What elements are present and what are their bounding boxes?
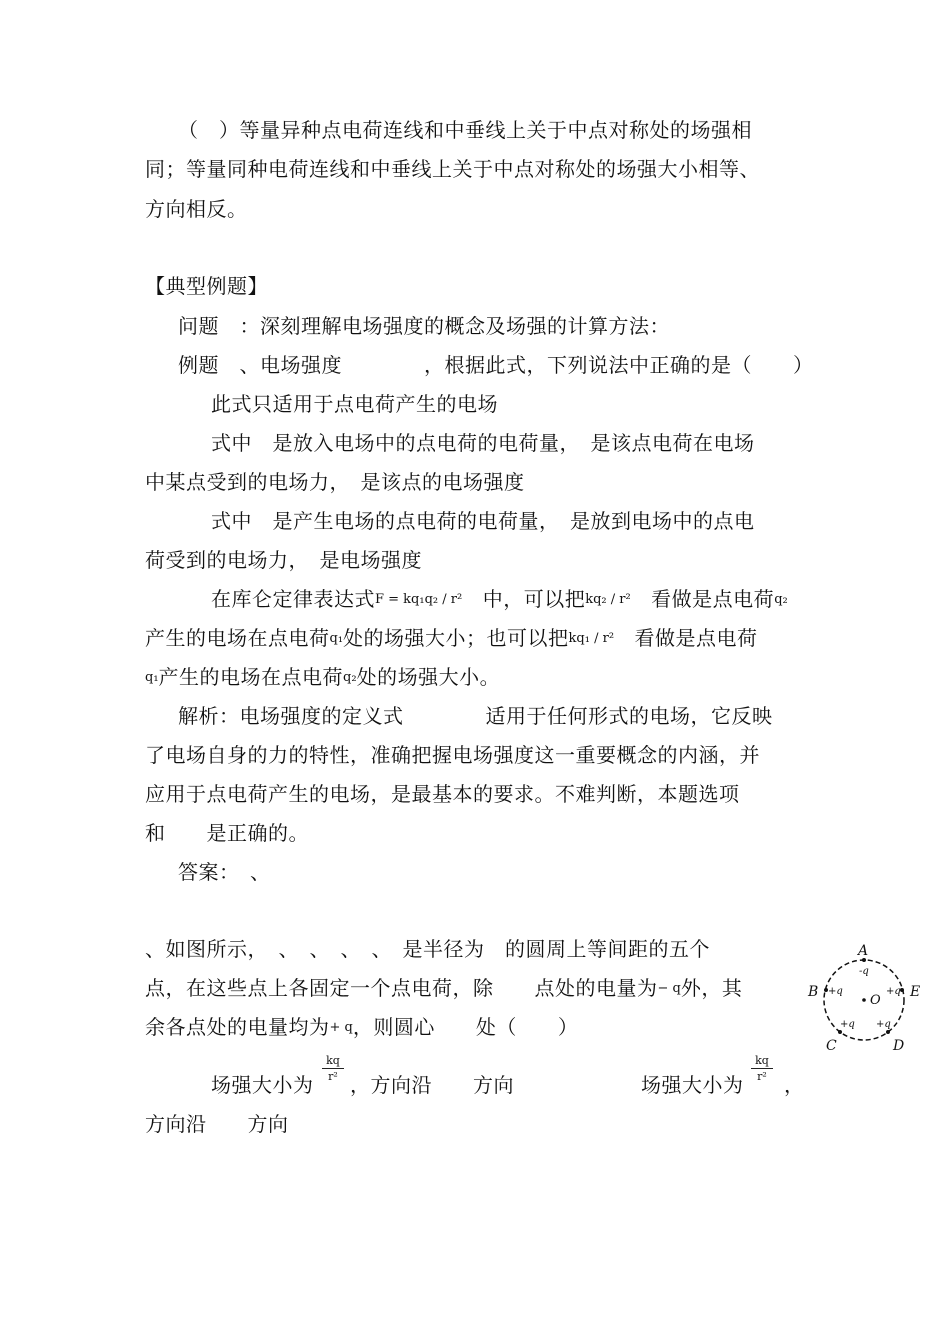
option-4-text-b: 中，可以把 [462,587,586,611]
answer-1: 答案： 、 [178,860,271,884]
option-3-line-2: 荷受到的电场力， 是电场强度 [145,548,422,572]
formula-kq2-over-r2: kq₂ / r² [585,592,631,607]
fraction-bar-b [751,1068,773,1069]
charge-negative-q: − q [657,981,681,996]
option-4-text-e: 处的场强大小；也可以把 [343,626,569,650]
intro-line-3: 方向相反。 [145,197,248,221]
charge-c: +q [840,1019,855,1030]
option-4-line-3 [145,665,500,693]
option-4-text-h: 处的场强大小。 [356,665,501,689]
section-title: 【典型例题】 [145,274,268,298]
label-o: O [870,993,881,1008]
intro-line-1: （ ）等量异种点电荷连线和中垂线上关于中点对称处的场强相 [178,118,752,142]
fraction-numerator-b: kq [755,1054,769,1067]
option-4-text-c: 看做是点电荷 [630,587,775,611]
charge-d: +q [876,1019,891,1030]
label-c: C [826,1038,837,1054]
option-4-line-2 [145,626,758,654]
option-4-text-f: 看做是点电荷 [614,626,758,650]
intro-line-2: 同；等量同种电荷连线和中垂线上关于中点对称处的场强大小相等、 [145,157,760,181]
option-4-text-d: 产生的电场在点电荷 [145,626,330,650]
label-d: D [893,1038,905,1054]
charge-b: +q [828,986,843,997]
label-b: B [808,984,819,1000]
option-4-text-g: 产生的电场在点电荷 [158,665,344,689]
point-c [838,1030,842,1034]
fraction-numerator: kq [326,1054,340,1067]
symbol-q1: q₁ [329,631,344,646]
problem-2-text-d: ，则圆心 处（ ） [352,1015,579,1039]
problem-2-line-2 [145,976,742,1004]
problem-2-line-1: 、如图所示， 、 、 、 、 是半径为 的圆周上等间距的五个 [145,937,710,961]
charge-positive-q: + q [329,1020,353,1035]
option-2-line-2: 中某点受到的电场力， 是该点的电场强度 [145,470,525,494]
formula-kq1-over-r2: kq₁ / r² [568,631,615,646]
option-4-text-a: 在库仑定律表达式 [211,587,375,611]
example-1-stem: 例题 、电场强度 ，根据此式，下列说法中正确的是（ ） [178,353,814,377]
option-a-direction: ，方向沿 方向 [350,1073,514,1097]
analysis-line-1: 解析：电场强度的定义式 适用于任何形式的电场，它反映 [178,704,773,728]
label-a: A [858,943,869,959]
fraction-denominator-b: r² [757,1070,767,1083]
fraction-denominator: r² [328,1070,338,1083]
charge-a: -q [859,966,869,977]
option-2-line-1: 式中 是放入电场中的点电荷的电荷量， 是该点电荷在电场 [211,431,755,455]
option-b-comma: ， [784,1073,805,1097]
analysis-line-4: 和 是正确的。 [145,821,309,845]
point-o [862,998,866,1002]
symbol-q2-2: q₂ [343,670,357,685]
coulomb-formula: F = kq₁q₂ / r² [375,592,463,607]
problem-2-text-b: 外，其 [680,976,743,1000]
option-4-line-1 [211,587,788,615]
problem-1-title: 问题 ：深刻理解电场强度的概念及场强的计算方法： [178,314,670,338]
label-e: E [910,984,921,1000]
charge-e: +q [886,986,901,997]
option-b-direction: 方向沿 方向 [145,1112,289,1136]
problem-2-text-a: 点，在这些点上各固定一个点电荷，除 点处的电量为 [145,976,658,1000]
point-d [886,1030,890,1034]
option-3-line-1: 式中 是产生电场的点电荷的电荷量， 是放到电场中的点电 [211,509,755,533]
symbol-q2: q₂ [774,592,788,607]
option-a-fraction [318,1054,348,1083]
symbol-q1-2: q₁ [145,670,159,685]
problem-2-line-3 [145,1015,578,1043]
option-b-label: 场强大小为 [641,1073,744,1097]
option-b-fraction [747,1054,777,1083]
analysis-line-2: 了电场自身的力的特性，准确把握电场强度这一重要概念的内涵，并 [145,743,760,767]
fraction-bar [322,1068,344,1069]
problem-2-text-c: 余各点处的电量均为 [145,1015,330,1039]
option-1: 此式只适用于点电荷产生的电场 [211,392,498,416]
circle-charges-figure [800,940,930,1060]
option-a-label: 场强大小为 [211,1073,314,1097]
analysis-line-3: 应用于点电荷产生的电场，是最基本的要求。不难判断，本题选项 [145,782,740,806]
